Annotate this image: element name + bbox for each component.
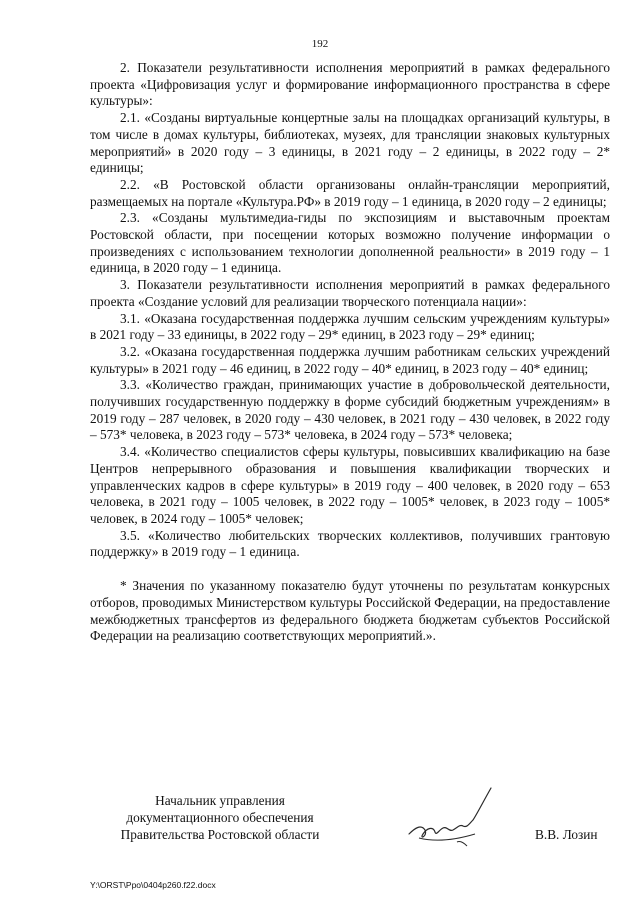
position-line-1: Начальник управления [155, 793, 285, 808]
page-number: 192 [311, 38, 329, 50]
paragraph-3-2: 3.2. «Оказана государственная поддержка лучшим работникам сельских учреждений культуры» в 2021 году – 46 единиц, в 2022 году – 40* единиц, в 2023 году – 40* единиц; [90, 343, 610, 376]
document-body [90, 60, 610, 645]
position-line-2: документационного обеспечения [126, 810, 314, 825]
paragraph-2-1: 2.1. «Созданы виртуальные концертные залы на площадках организаций культуры, в том числе в домах культуры, библиотеках, музеях, для трансляции знаковых культурных мероприятий» в 2020 году – 3 единицы, в 2021 году – 2 единицы, в 2022 году – 2* единицы; [90, 110, 610, 176]
paragraph-3-5: 3.5. «Количество любительских творческих коллективов, получивших грантовую поддержку» в 2019 году – 1 единица. [90, 527, 610, 560]
paragraph-3: 3. Показатели результативности исполнения мероприятий в рамках федерального проекта «Создание условий для реализации творческого потенциала нации»: [90, 277, 610, 309]
handwritten-signature [405, 784, 500, 854]
file-path: Y:\ORST\Ppo\0404p260.f22.docx [90, 880, 216, 890]
paragraph-3-1: 3.1. «Оказана государственная поддержка лучшим сельским учреждениям культуры» в 2021 году – 33 единицы, в 2022 году – 29* единиц, в 2023 году – 29* единиц; [90, 310, 610, 343]
paragraph-3-3: 3.3. «Количество граждан, принимающих участие в добровольческой деятельности, получивших государственную поддержку в форме субсидий бюджетным учреждениям» в 2019 году – 287 человек, в 2020 году – 430 человек, в 2021 году – 430 человек, в 2022 году – 573* человека, в 2023 году – 573* человека, в 2024 году – 573* человека; [90, 377, 610, 443]
footnote: * Значения по указанному показателю будут уточнены по результатам конкурсных отборов, проводимых Министерством культуры Российской Федерации, на предоставление межбюджетных трансфертов из федерального бюджета бюджетам субъектов Российской Федерации на реализацию соответствующих мероприятий.». [90, 578, 610, 644]
paragraph-2-3: 2.3. «Созданы мультимедиа-гиды по экспозициям и выставочным проектам Ростовской области, при посещении которых возможно получение информации о произведениях с использованием технологии дополненной реальности» в 2019 году – 1 единица, в 2020 году – 1 единица. [90, 210, 610, 276]
paragraph-3-4: 3.4. «Количество специалистов сферы культуры, повысивших квалификацию на базе Центров непрерывного образования и повышения квалификации творческих и управленческих кадров в сфере культуры» в 2019 году – 400 человек, в 2020 году – 653 человека, в 2021 году – 1005 человек, в 2022 году – 1005* человек, в 2023 году – 1005* человек, в 2024 году – 1005* человек; [90, 444, 610, 526]
position-line-3: Правительства Ростовской области [120, 827, 320, 842]
paragraph-2: 2. Показатели результативности исполнения мероприятий в рамках федерального проекта «Цифровизация услуг и формирование информационного пространства в сфере культуры»: [90, 60, 610, 109]
signatory-name: В.В. Лозин [535, 827, 598, 842]
signatory-position [90, 792, 350, 843]
paragraph-2-2: 2.2. «В Ростовской области организованы онлайн-трансляции мероприятий, размещаемых на портале «Культура.РФ» в 2019 году – 1 единица, в 2020 году – 2 единицы; [90, 176, 610, 209]
